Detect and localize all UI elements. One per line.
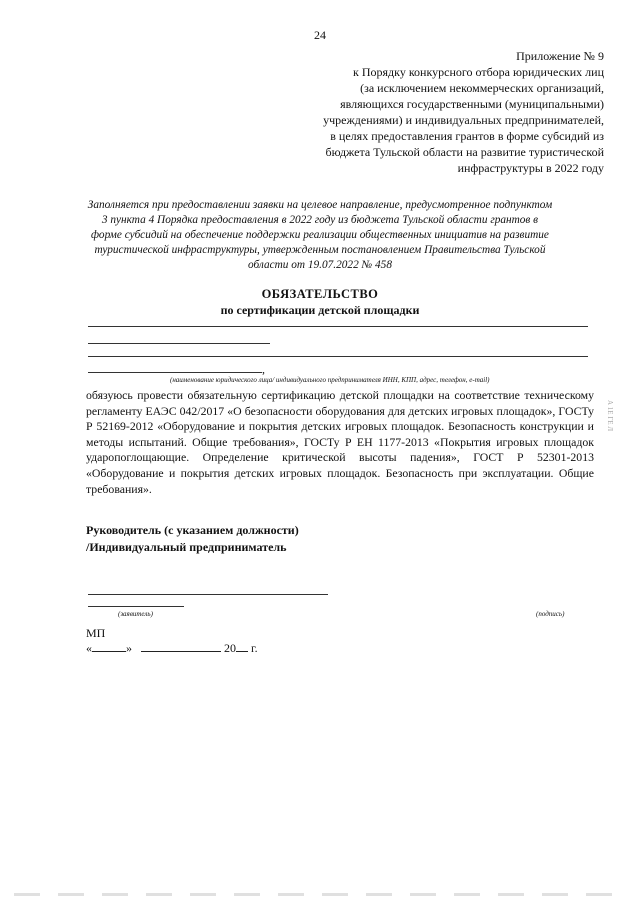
appendix-line: к Порядку конкурсного отбора юридических лиц bbox=[353, 65, 604, 79]
appendix-line: в целях предоставления грантов в форме субсидий из bbox=[330, 129, 604, 143]
signer-position: Руководитель (с указанием должности) bbox=[86, 523, 299, 537]
applicant-sign-line[interactable] bbox=[88, 606, 184, 607]
applicant-fill-line-4[interactable] bbox=[88, 372, 262, 373]
signer-entrepreneur: /Индивидуальный предприниматель bbox=[86, 540, 287, 554]
margin-marks: А 1Е ГЕ Л bbox=[606, 400, 614, 432]
date-close-quote: » bbox=[126, 641, 132, 655]
document-title: ОБЯЗАТЕЛЬСТВО bbox=[261, 287, 379, 301]
signature-caption: (подпись) bbox=[536, 610, 565, 618]
instruction-note: Заполняется при предоставлении заявки на целевое направление, предусмотренное подпунктом 3 пункта 4 Порядка предоставления в 2022 году из бюджета Тульской области грантов в форме субсидий на обеспечение поддержки реализации общественных инициатив на развитие туристической инфраструктуры, утвержденным постановлением Правительства Тульской области от 19.07.2022 № 458 bbox=[87, 199, 553, 271]
date-year-prefix: 20 bbox=[224, 641, 236, 655]
applicant-caption-small: (заявитель) bbox=[118, 610, 153, 618]
date-day-field[interactable] bbox=[92, 640, 126, 652]
date-month-field[interactable] bbox=[141, 640, 221, 652]
obligation-text: обязуюсь провести обязательную сертификацию детской площадки на соответствие техническому регламенту ЕАЭС 042/2017 «О безопасности оборудования для детских игровых площадок», ГОСТу Р 52169-2012 «Оборудование и покрытия детских игровых площадок. Безопасность конструкции и методы испытаний. Общие требования», ГОСТу Р ЕН 1177-2013 «Покрытия игровых площадок ударопоглощающие. Определение критической высоты падения», ГОСТ Р 52301-2013 «Оборудование и покрытия детских игровых площадок. Безопасность при эксплуатации. Общие требования». bbox=[86, 388, 594, 496]
date-line bbox=[86, 640, 258, 656]
applicant-fill-line-3[interactable] bbox=[88, 356, 588, 357]
date-year-field[interactable] bbox=[236, 640, 248, 652]
appendix-line: учреждениями) и индивидуальных предпринимателей, bbox=[323, 113, 604, 127]
scan-edge-noise bbox=[14, 893, 626, 896]
date-open-quote: « bbox=[86, 641, 92, 655]
page-number: 24 bbox=[314, 28, 326, 42]
date-year-suffix: г. bbox=[248, 641, 258, 655]
stamp-place-label: МП bbox=[86, 626, 106, 640]
document-subtitle: по сертификации детской площадки bbox=[220, 303, 420, 317]
signer-block bbox=[86, 522, 299, 556]
applicant-caption: (наименование юридического лица/ индивидуального предпринимателя ИНН, КПП, адрес, телефон, e-mail) bbox=[170, 376, 490, 384]
applicant-comma: , bbox=[262, 362, 265, 376]
appendix-line: являющихся государственными (муниципальными) bbox=[340, 97, 604, 111]
appendix-line: (за исключением некоммерческих организаций, bbox=[360, 81, 604, 95]
appendix-line: бюджета Тульской области на развитие туристической bbox=[325, 145, 604, 159]
applicant-fill-line-2[interactable] bbox=[88, 343, 270, 344]
applicant-fill-line-1[interactable] bbox=[88, 326, 588, 327]
signer-name-line[interactable] bbox=[88, 594, 328, 595]
appendix-line: Приложение № 9 bbox=[516, 49, 604, 63]
appendix-line: инфраструктуры в 2022 году bbox=[457, 161, 604, 175]
appendix-header bbox=[264, 48, 604, 176]
